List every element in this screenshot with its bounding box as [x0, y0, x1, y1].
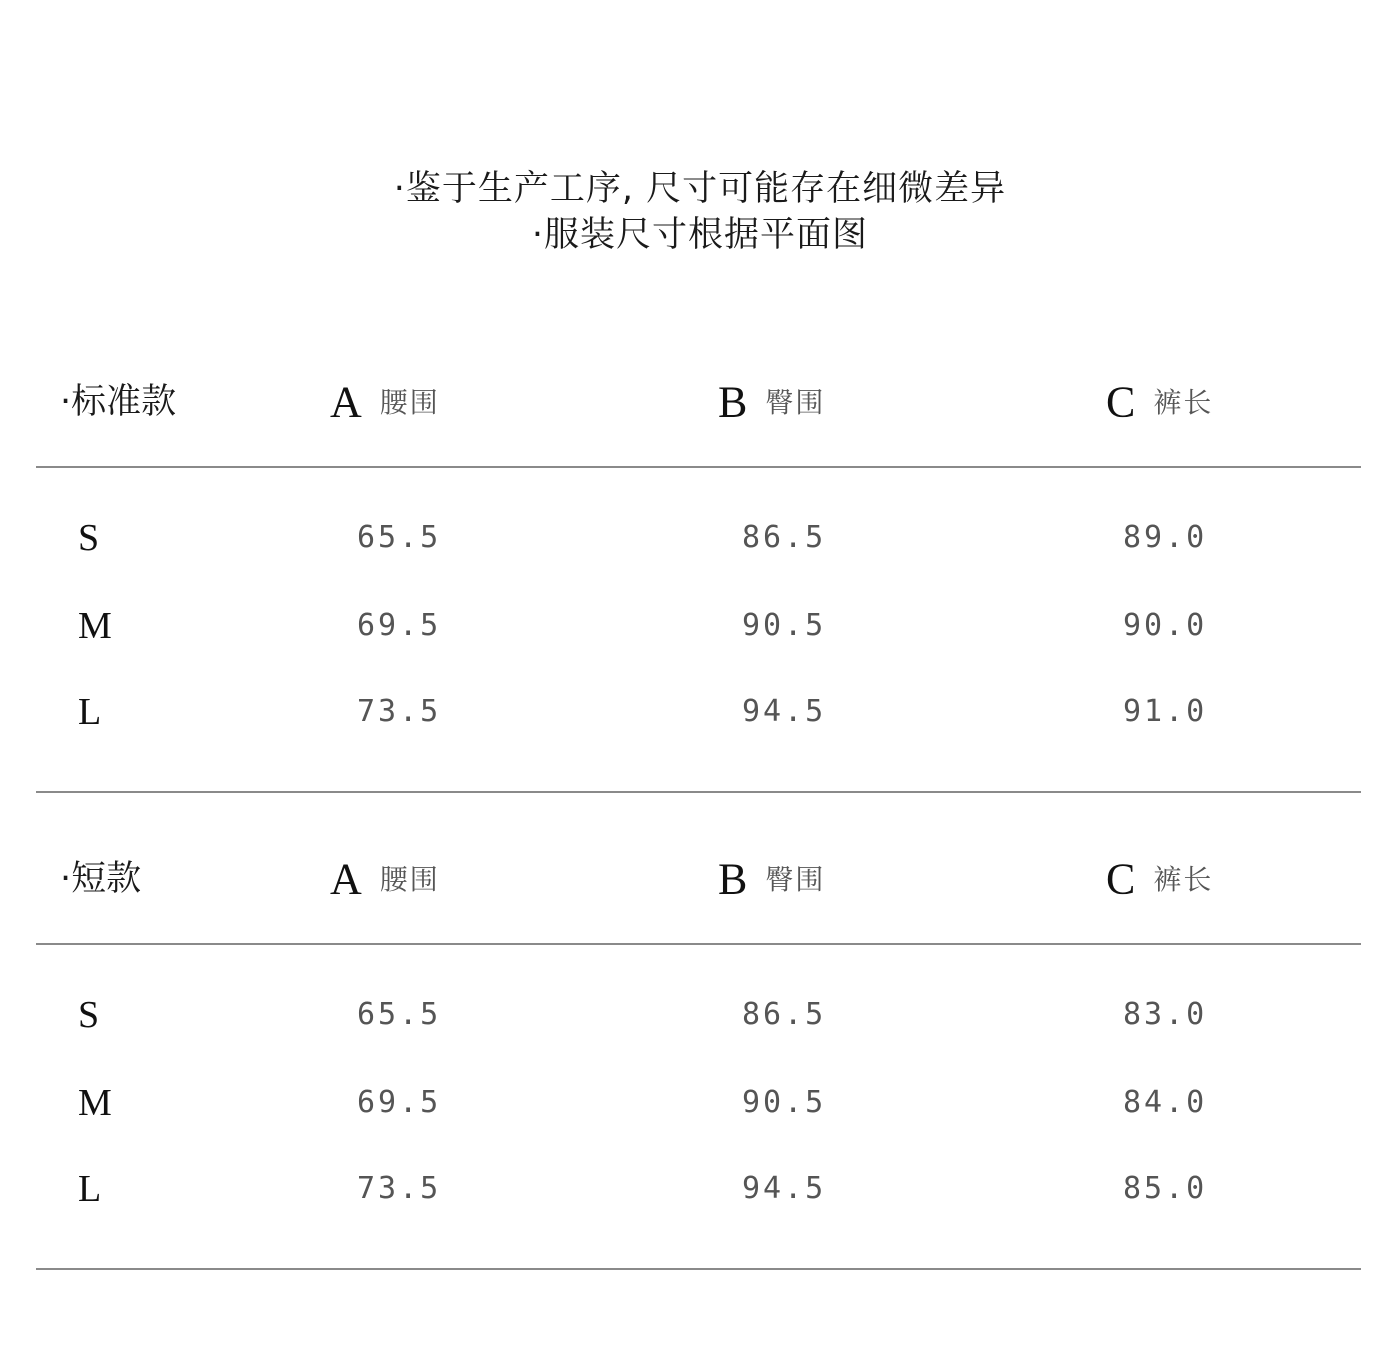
- table-header: [0, 372, 1400, 432]
- column-letter: A: [330, 377, 362, 427]
- column-letter: B: [718, 377, 748, 427]
- table-row: [0, 985, 1400, 1045]
- table-row: [0, 682, 1400, 742]
- table-bottom-divider: [36, 791, 1361, 793]
- size-label: L: [78, 691, 102, 733]
- length-value: 89.0: [1123, 520, 1208, 555]
- size-label: M: [78, 1082, 112, 1124]
- column-name: 裤长: [1153, 862, 1214, 896]
- waist-value: 65.5: [357, 520, 442, 555]
- hip-value: 90.5: [742, 1085, 827, 1120]
- column-header-hip: [718, 372, 825, 432]
- column-name: 臀围: [765, 385, 826, 419]
- size-label: S: [78, 994, 100, 1036]
- section-title: ·短款: [60, 859, 142, 899]
- header-divider: [36, 466, 1361, 468]
- column-letter: B: [718, 854, 748, 904]
- hip-value: 94.5: [742, 1171, 827, 1206]
- column-letter: C: [1106, 377, 1136, 427]
- column-name: 腰围: [379, 862, 440, 896]
- hip-value: 90.5: [742, 608, 827, 643]
- column-header-waist: [330, 849, 440, 909]
- column-name: 裤长: [1153, 385, 1214, 419]
- column-name: 臀围: [765, 862, 826, 896]
- length-value: 83.0: [1123, 997, 1208, 1032]
- section-title: ·标准款: [60, 382, 177, 422]
- table-row: [0, 508, 1400, 568]
- table-header: [0, 849, 1400, 909]
- length-value: 90.0: [1123, 608, 1208, 643]
- length-value: 91.0: [1123, 694, 1208, 729]
- waist-value: 69.5: [357, 1085, 442, 1120]
- waist-value: 73.5: [357, 694, 442, 729]
- hip-value: 86.5: [742, 520, 827, 555]
- waist-value: 65.5: [357, 997, 442, 1032]
- size-label: S: [78, 517, 100, 559]
- column-header-length: [1106, 849, 1213, 909]
- waist-value: 73.5: [357, 1171, 442, 1206]
- size-label: M: [78, 605, 112, 647]
- hip-value: 94.5: [742, 694, 827, 729]
- size-label: L: [78, 1168, 102, 1210]
- notes: [0, 166, 1400, 258]
- table-row: [0, 596, 1400, 656]
- column-letter: A: [330, 854, 362, 904]
- column-header-waist: [330, 372, 440, 432]
- column-header-hip: [718, 849, 825, 909]
- table-bottom-divider: [36, 1268, 1361, 1270]
- waist-value: 69.5: [357, 608, 442, 643]
- header-divider: [36, 943, 1361, 945]
- length-value: 85.0: [1123, 1171, 1208, 1206]
- column-letter: C: [1106, 854, 1136, 904]
- length-value: 84.0: [1123, 1085, 1208, 1120]
- table-row: [0, 1073, 1400, 1133]
- column-name: 腰围: [379, 385, 440, 419]
- column-header-length: [1106, 372, 1213, 432]
- hip-value: 86.5: [742, 997, 827, 1032]
- note-production-variance: ·鉴于生产工序, 尺寸可能存在细微差异: [393, 169, 1007, 209]
- table-row: [0, 1159, 1400, 1219]
- note-flat-measurement: ·服装尺寸根据平面图: [531, 215, 869, 255]
